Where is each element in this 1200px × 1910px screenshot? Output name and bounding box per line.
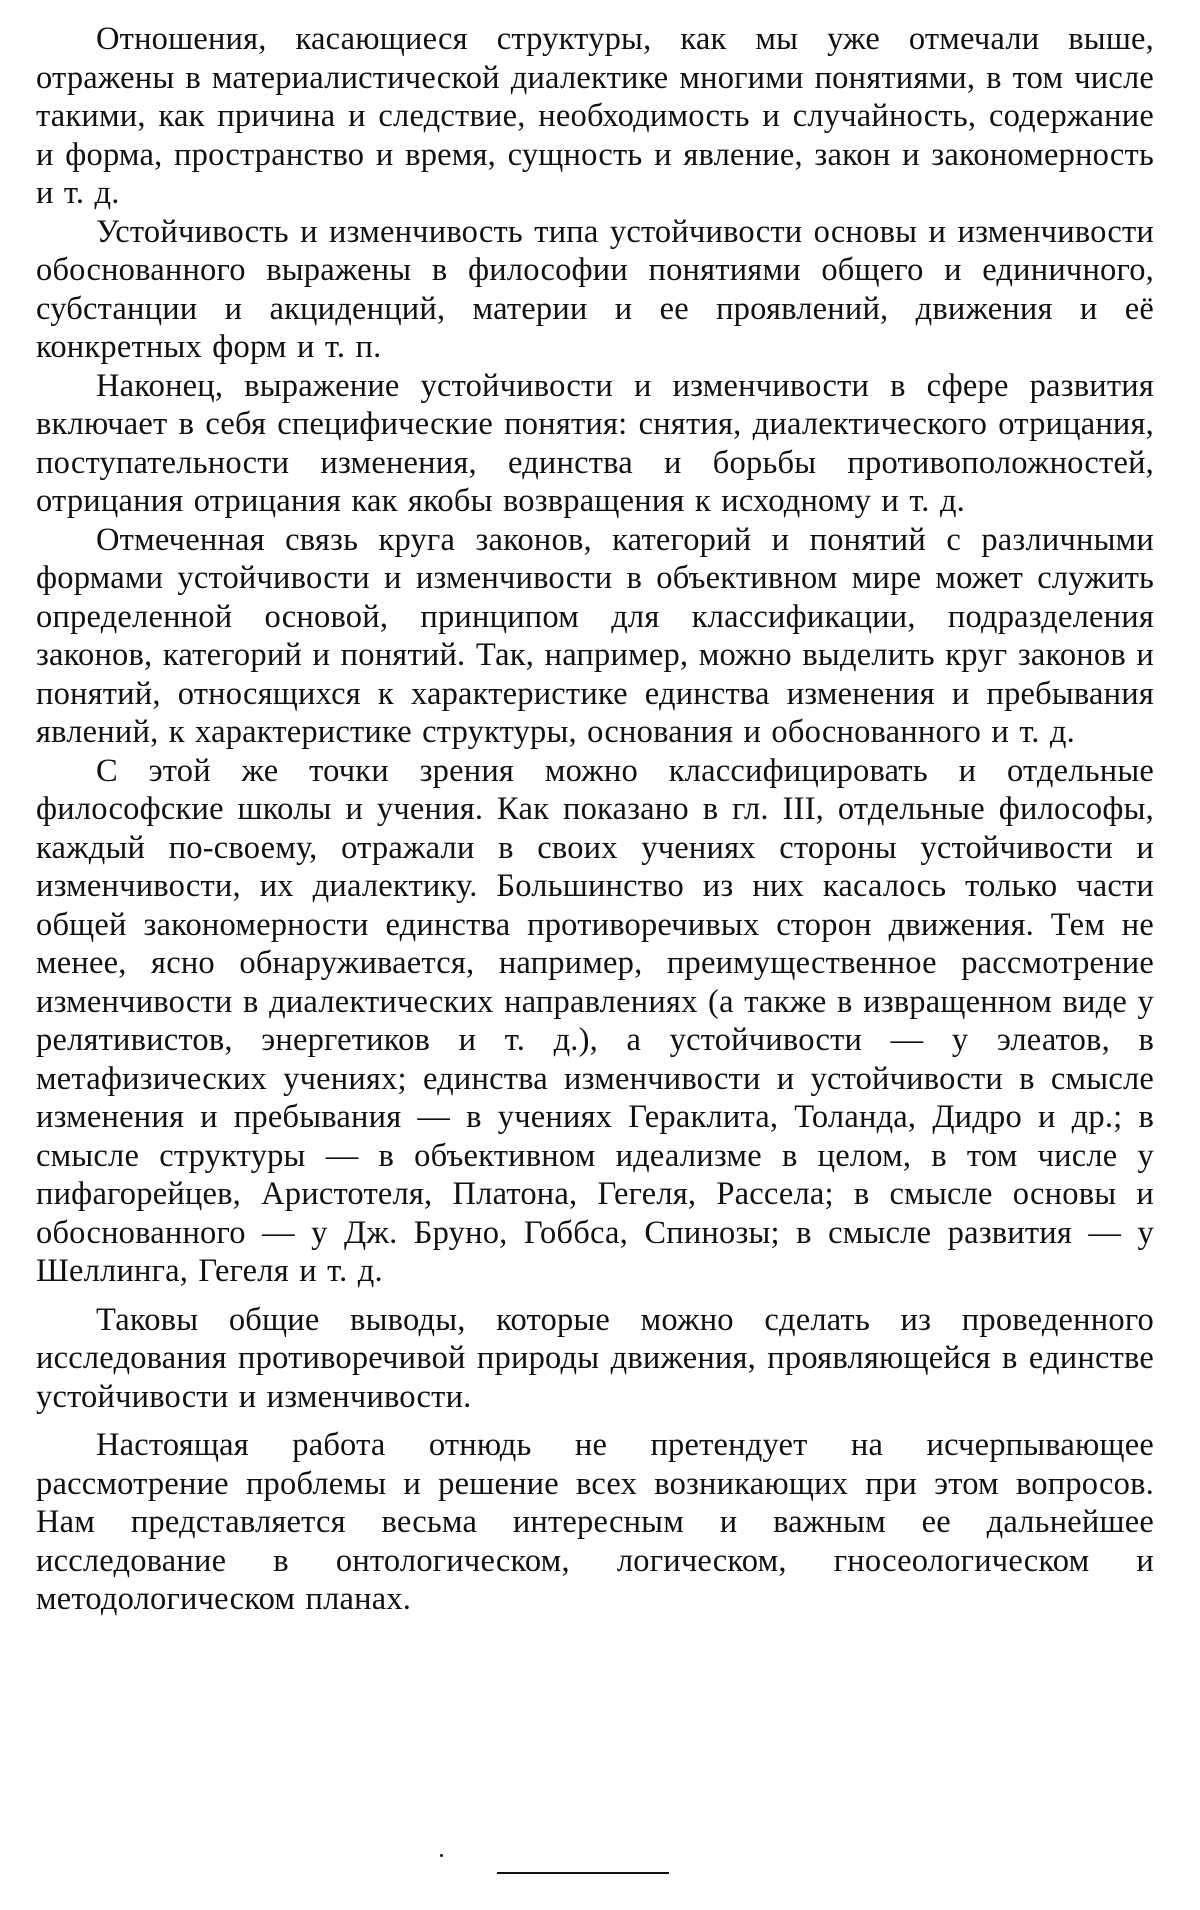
end-dot-mark	[440, 1854, 443, 1857]
paragraph-structure-relations: Отношения, касающиеся структуры, как мы уже отмечали выше, отражены в материалистической диалектике многими понятиями, в том числе такими, как причина и следствие, необходимость и случайность, содержание и форма, пространство и время, сущность и явление, закон и закономерность и т. д.	[36, 21, 1154, 211]
body-text	[36, 20, 1154, 1619]
paragraph-development-concepts: Наконец, выражение устойчивости и изменчивости в сфере развития включает в себя специфические понятия: снятия, диалектического отрицания, поступательности изменения, единства и борьбы противоположностей, отрицания отрицания как якобы возвращения к исходному и т. д.	[36, 367, 1154, 519]
paragraph-closing-remarks: Настоящая работа отнюдь не претендует на исчерпывающее рассмотрение проблемы и решение всех возникающих при этом вопросов. Нам представляется весьма интересным и важным ее дальнейшее исследование в онтологическом, логическом, гносеологическом и методологическом планах.	[36, 1427, 1154, 1617]
paragraph-general-conclusions: Таковы общие выводы, которые можно сделать из проведенного исследования противоречивой природы движения, проявляющейся в единстве устойчивости и изменчивости.	[36, 1301, 1154, 1415]
end-rule-divider	[497, 1872, 669, 1874]
paragraph-stability-categories: Устойчивость и изменчивость типа устойчивости основы и изменчивости обоснованного выражены в философии понятиями общего и единичного, субстанции и акциденций, материи и ее проявлений, движения и её конкретных форм и т. п.	[36, 213, 1154, 365]
paragraph-philosophical-schools: С этой же точки зрения можно классифицировать и отдельные философские школы и учения. Как показано в гл. III, отдельные философы, каждый по-своему, отражали в своих учениях стороны устойчивости и изменчивости, их диалектику. Большинство из них касалось только части общей закономерности единства противоречивых сторон движения. Тем не менее, ясно обнаруживается, например, преимущественное рассмотрение изменчивости в диалектических направлениях (а также в извращенном виде у релятивистов, энергетиков и т. д.), а устойчивости — у элеатов, в метафизических учениях; единства изменчивости и устойчивости в смысле изменения и пребывания — в учениях Гераклита, Толанда, Дидро и др.; в смысле структуры — в объективном идеализме в целом, в том числе у пифагорейцев, Аристотеля, Платона, Гегеля, Рассела; в смысле основы и обоснованного — у Дж. Бруно, Гоббса, Спинозы; в смысле развития — у Шеллинга, Гегеля и т. д.	[36, 752, 1154, 1289]
paragraph-classification: Отмеченная связь круга законов, категорий и понятий с различными формами устойчивости и изменчивости в объективном мире может служить определенной основой, принципом для классификации, подразделения законов, категорий и понятий. Так, например, можно выделить круг законов и понятий, относящихся к характеристике единства изменения и пребывания явлений, к характеристике структуры, основания и обоснованного и т. д.	[36, 521, 1154, 750]
